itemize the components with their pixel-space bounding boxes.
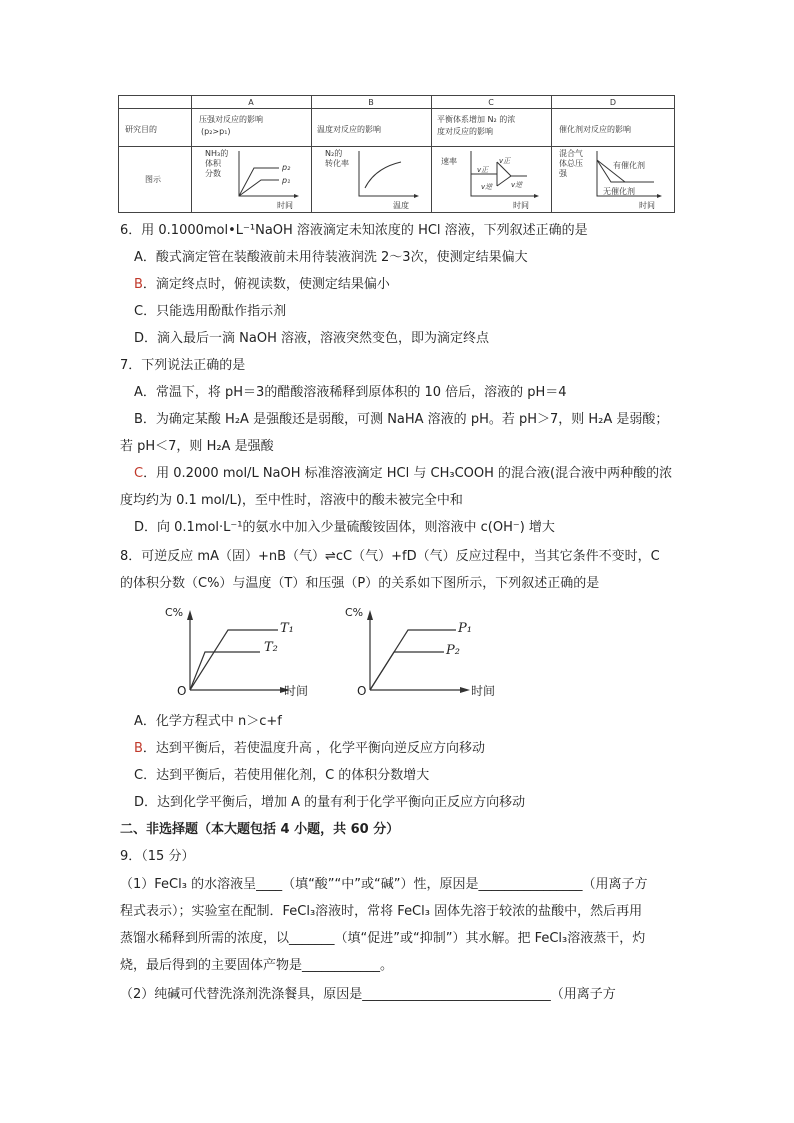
graph-b-xlabel: 温度 — [393, 201, 409, 210]
q9-heading: 9．（15 分） — [120, 849, 195, 864]
q8-g1-curve-t2 — [190, 652, 260, 690]
q7-option-a: A．常温下，将 pH＝3的醋酸溶液稀释到原体积的 10 倍后，溶液的 pH＝4 — [134, 385, 567, 400]
q6-option-b: B．滴定终点时，俯视读数，使测定结果偏小 — [134, 277, 390, 292]
row-label-purpose: 研究目的 — [125, 125, 157, 134]
graph-a-label-p2: p₂ — [282, 163, 291, 172]
graph-c-ylabel: 速率 — [441, 157, 457, 166]
q8-g2-ylabel: C% — [345, 606, 364, 619]
experiment-table — [118, 95, 675, 213]
col-header-a: A — [248, 98, 254, 107]
q8-g1-label-t1: T₁ — [280, 621, 294, 636]
q8-g1-ylabel: C% — [165, 606, 184, 619]
q8-g2-curve-p2 — [370, 652, 444, 690]
col-header-b: B — [368, 98, 374, 107]
graph-d-xlabel: 时间 — [639, 201, 655, 210]
purpose-a-line1: 压强对反应的影响 — [199, 115, 263, 124]
q9-line1: （1）FeCl₃ 的水溶液呈____（填“酸”“中”或“碱”）性，原因是________________（用离子方 — [120, 877, 648, 892]
graph-c-xlabel: 时间 — [513, 201, 529, 210]
q8-stem-line1: 8．可逆反应 mA（固）+nB（气）⇌cC（气）+fD（气）反应过程中，当其它条件不变时，C — [120, 549, 660, 564]
q9-line3: 蒸馏水稀释到所需的浓度，以_______（填“促进”或“抑制”）其水解。把 FeCl₃溶液蒸干，灼 — [120, 931, 646, 946]
graph-c-label-v3: v逆 — [481, 183, 493, 191]
graph-a-xlabel: 时间 — [277, 201, 293, 210]
q6-stem: 6．用 0.1000mol•L⁻¹NaOH 溶液滴定未知浓度的 HCl 溶液，下列叙述正确的是 — [120, 223, 588, 238]
graph-c-label-v2: v正 — [499, 157, 511, 165]
graph-b-ylabel: N₂的 转化率 — [325, 149, 349, 168]
q8-option-d: D．达到化学平衡后，增加 A 的量有利于化学平衡向正反应方向移动 — [134, 795, 526, 810]
q9-line4: 烧，最后得到的主要固体产物是____________。 — [120, 958, 394, 973]
graph-d-ylabel: 混合气 体总压 强 — [559, 149, 583, 178]
purpose-b: 温度对反应的影响 — [317, 125, 381, 134]
graph-d-plot — [119, 96, 120, 97]
q8-g2-xlabel: 时间 — [471, 684, 496, 698]
purpose-c-line1: 平衡体系增加 N₂ 的浓 — [437, 115, 516, 124]
q8-g2-label-p2: P₂ — [446, 643, 460, 658]
q6-option-a: A．酸式滴定管在装酸液前未用待装液润洗 2～3次，使测定结果偏大 — [134, 250, 528, 265]
q7-stem: 7．下列说法正确的是 — [120, 358, 246, 373]
purpose-c-line2: 度对反应的影响 — [437, 127, 493, 136]
q8-option-a: A．化学方程式中 n＞c+f — [134, 714, 282, 729]
graph-b-curve — [365, 162, 401, 188]
q8-option-c: C．达到平衡后，若使用催化剂，C 的体积分数增大 — [134, 768, 430, 783]
q8-g1-xlabel: 时间 — [284, 684, 309, 698]
q7-option-b-line1: B．为确定某酸 H₂A 是强酸还是弱酸，可测 NaHA 溶液的 pH。若 pH＞7，则 H₂A 是弱酸； — [134, 412, 669, 427]
purpose-d: 催化剂对反应的影响 — [559, 125, 631, 134]
q7-option-c-line1: C．用 0.2000 mol/L NaOH 标准溶液滴定 HCl 与 CH₃COOH 的混合液(混合液中两种酸的浓 — [134, 466, 673, 481]
q9-line2: 程式表示）；实验室在配制．FeCl₃溶液时，常将 FeCl₃ 固体先溶于较浓的盐酸中，然后再用 — [120, 904, 643, 919]
section-2-heading: 二、非选择题（本大题包括 4 小题，共 60 分） — [120, 822, 400, 837]
q7-option-b-line2: 若 pH＜7，则 H₂A 是强酸 — [120, 439, 274, 454]
graph-a-curve-p1 — [239, 180, 279, 196]
graph-c-label-v4: v逆 — [511, 181, 523, 189]
q8-g1-label-t2: T₂ — [264, 640, 278, 655]
q8-g1-origin: O — [177, 684, 187, 698]
graph-d-label-catalyst: 有催化剂 — [613, 161, 645, 170]
q8-g2-curve-p1 — [370, 630, 456, 690]
q8-g2-origin: O — [357, 684, 367, 698]
q8-graph-pressure — [0, 0, 1, 1]
q7-option-d: D．向 0.1mol·L⁻¹的氨水中加入少量硫酸铵固体，则溶液中 c(OH⁻) 增大 — [134, 520, 555, 535]
row-label-graph: 图示 — [145, 175, 161, 184]
q8-option-b: B．达到平衡后，若使温度升高 ，化学平衡向逆反应方向移动 — [134, 741, 486, 756]
graph-c-label-v1: v正 — [477, 166, 489, 174]
purpose-a-line2: (p₂>p₁) — [201, 127, 231, 136]
q8-g2-label-p1: P₁ — [458, 621, 472, 636]
col-header-d: D — [609, 98, 617, 107]
q6-option-d: D．滴入最后一滴 NaOH 溶液，溶液突然变色，即为滴定终点 — [134, 331, 489, 346]
q7-option-c-line2: 度均约为 0.1 mol/L)，至中性时，溶液中的酸未被完全中和 — [120, 493, 463, 508]
q8-stem-line2: 的体积分数（C%）与温度（T）和压强（P）的关系如下图所示，下列叙述正确的是 — [120, 576, 600, 591]
graph-a-label-p1: p₁ — [282, 176, 291, 185]
graph-d-label-nocatalyst: 无催化剂 — [603, 187, 635, 196]
col-header-c: C — [488, 98, 494, 107]
q6-option-c: C．只能选用酚酞作指示剂 — [134, 304, 287, 319]
graph-a-ylabel: NH₃的 体积 分数 — [205, 149, 229, 178]
q9-line5: （2）纯碱可代替洗涤剂洗涤餐具，原因是_____________________________（用离子方 — [120, 987, 616, 1002]
